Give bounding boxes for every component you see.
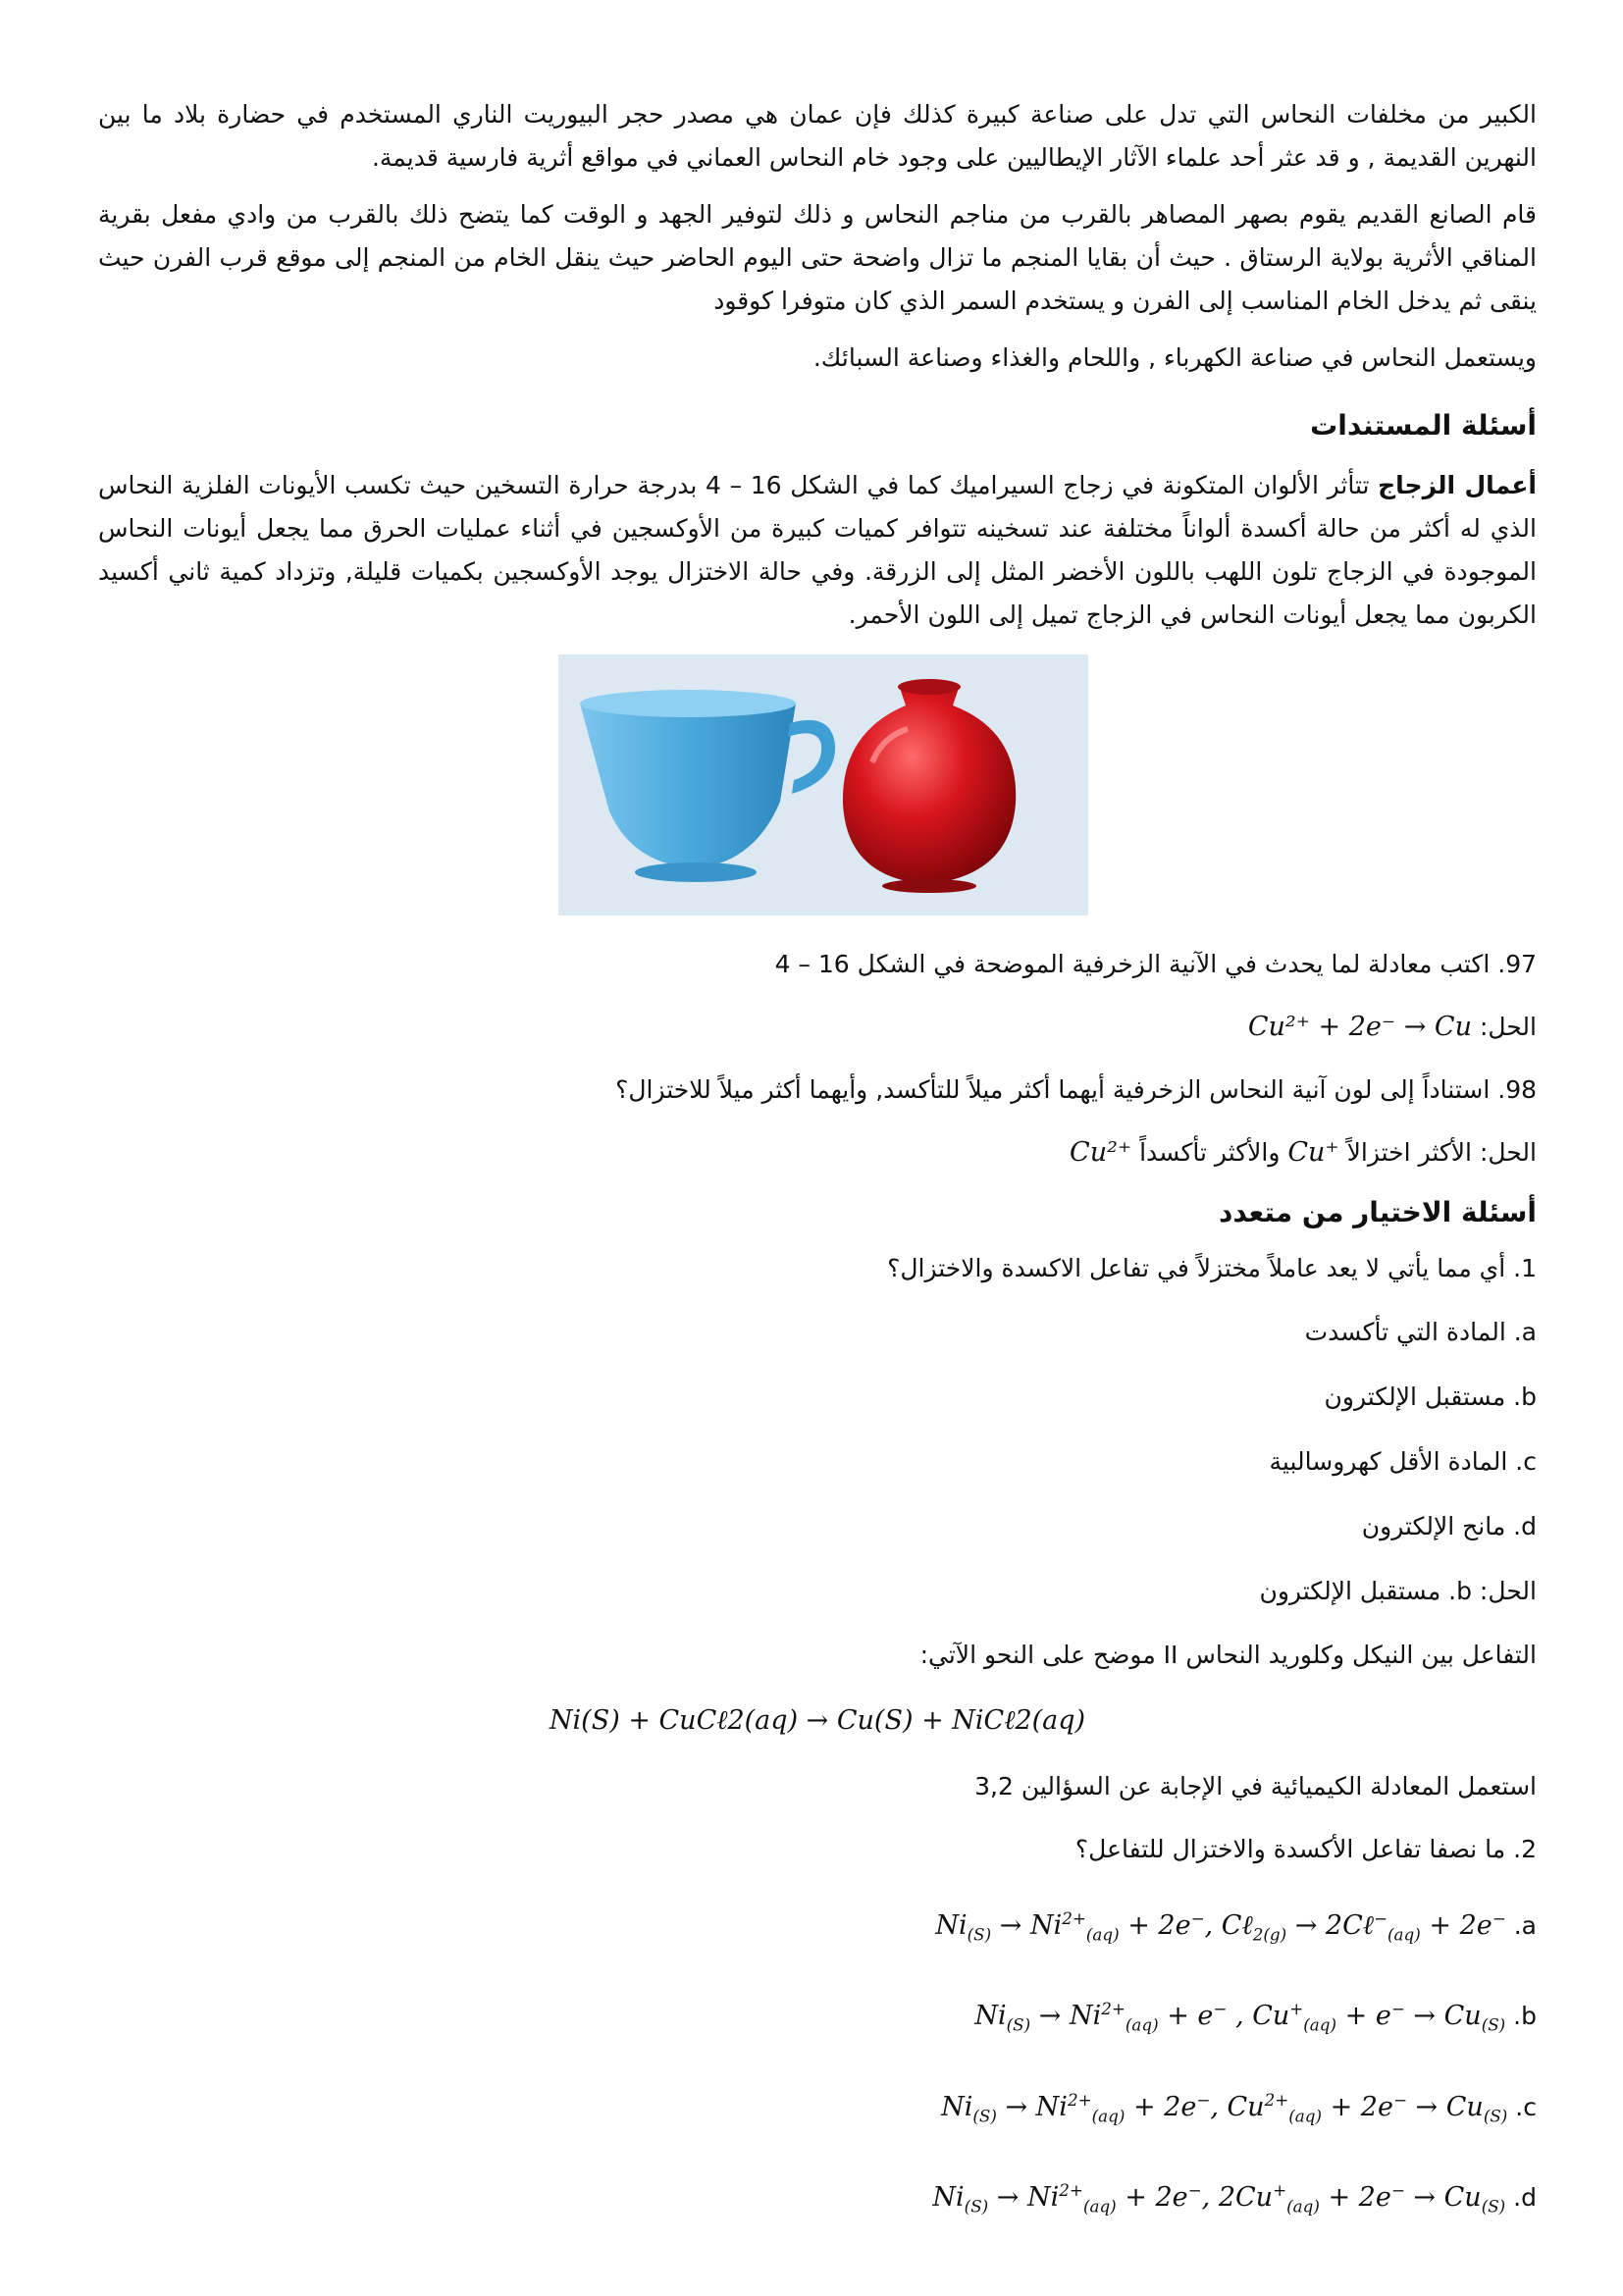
solution-98-label: الحل:: [1479, 1138, 1537, 1167]
solution-98-part1: الأكثر اختزالاً: [1346, 1138, 1472, 1167]
mcq-2-option-d-label: d.: [1513, 2183, 1537, 2213]
reaction-equation: [98, 1687, 1537, 1755]
solution-98: [98, 1122, 1537, 1184]
mcq-2-option-c-equation: $Ni_{(S)} \to Ni^{2+}_{(aq)} + 2e^-$, $Cu^{2+}_{(aq)} + 2e^- \to Cu_{(S)}$: [941, 2089, 1508, 2126]
mcq-1-solution: الحل: b. مستقبل الإلكترون: [1259, 1577, 1537, 1605]
reaction-equation-text: Ni(S) + CuCℓ2(aq) → Cu(S) + NiCℓ2(aq): [549, 1705, 1086, 1736]
question-98: 98. استناداً إلى لون آنية النحاس الزخرفية أيهما أكثر ميلاً للتأكسد, وأيهما أكثر ميلاً للاختزال؟: [615, 1075, 1537, 1104]
mcq-question-2: 2. ما نصفا تفاعل الأكسدة والاختزال للتفاعل؟: [1074, 1835, 1537, 1863]
solution-97: [98, 996, 1537, 1059]
section-title-multiple-choice: أسئلة الاختيار من متعدد: [1219, 1196, 1537, 1228]
mcq-2-option-b: [98, 1971, 1537, 2061]
solution-97-label: الحل:: [1479, 1013, 1537, 1041]
glass-works-lead: أعمال الزجاج: [1378, 471, 1537, 499]
reaction-intro: التفاعل بين النيكل وكلوريد النحاس II موضح على النحو الآتي:: [919, 1641, 1537, 1669]
paragraph-1: الكبير من مخلفات النحاس التي تدل على صناعة كبيرة كذلك فإن عمان هي مصدر حجر البيوريت الناري المستخدم في حضارة بلاد ما بين النهرين القديمة , و قد عثر أحد علماء الآثار الإيطاليين على وجود خام النحاس العماني في مواقع أثرية فارسية قديمة.: [98, 100, 1537, 172]
section-title-documents: أسئلة المستندات: [1310, 409, 1537, 442]
glass-works-body: تتأثر الألوان المتكونة في زجاج السيراميك كما في الشكل 16 – 4 بدرجة حرارة التسخين حيث تكسب الأيونات الفلزية النحاس الذي له أكثر من حالة أكسدة ألواناً مختلفة عند تسخينه تتوافر كميات كبيرة من الأوكسجين في أثناء عمليات الحرق مما يجعل أيونات النحاس الموجودة في الزجاج تلون اللهب باللون الأخضر المثل إلى الزرقة. وفي حالة الاختزال يوجد الأوكسجين بكميات قليلة, وتزداد كمية ثاني أكسيد الكربون مما يجعل أيونات النحاس في الزجاج تميل إلى اللون الأحمر.: [98, 471, 1537, 629]
mcq-2-option-a: [98, 1881, 1537, 1971]
mcq-question-1: 1. أي مما يأتي لا يعد عاملاً مختزلاً في تفاعل الاكسدة والاختزال؟: [887, 1254, 1537, 1282]
glass-works-paragraph: [98, 464, 1537, 637]
figure-illustration: [558, 654, 1088, 915]
paragraph-3: ويستعمل النحاس في صناعة الكهرباء , واللحام والغذاء وصناعة السبائك.: [812, 343, 1537, 372]
red-vase-image: [843, 679, 1016, 893]
mcq-2-option-c: [98, 2062, 1537, 2153]
paragraph-2: قام الصانع القديم يقوم بصهر المصاهر بالقرب من مناجم النحاس و ذلك لتوفير الجهد و الوقت كما يتضح ذلك بالقرب من وادي مفعل بقرية المناقي الأثرية بولاية الرستاق . حيث أن بقايا المنجم ما تزال واضحة حتى اليوم الحاضر حيث ينقل الخام من المنجم إلى موقع قرب الفرن حيث ينقى ثم يدخل الخام المناسب إلى الفرن و يستخدم السمر الذي كان متوفرا كوقود: [98, 200, 1537, 315]
mcq-2-option-b-equation: $Ni_{(S)} \to Ni^{2+}_{(aq)} + e^-$ , $Cu^+_{(aq)} + e^- \to Cu_{(S)}$: [974, 1999, 1506, 2035]
solution-98-part2: والأكثر تأكسداً: [1139, 1138, 1281, 1167]
mcq-2-option-d: [98, 2153, 1537, 2243]
mcq-2-option-d-equation: $Ni_{(S)} \to Ni^{2+}_{(aq)} + 2e^-$, $2Cu^+_{(aq)} + 2e^- \to Cu_{(S)}$: [932, 2180, 1506, 2217]
mcq-2-option-b-label: b.: [1513, 2002, 1537, 2031]
document-page: [98, 93, 1537, 2244]
figure-cup-and-vase: [558, 654, 1088, 915]
mcq-1-option-d: d. مانح الإلكترون: [1361, 1512, 1537, 1540]
mcq-2-option-a-label: a.: [1513, 1911, 1537, 1940]
question-97: 97. اكتب معادلة لما يحدث في الآنية الزخرفية الموضحة في الشكل 16 – 4: [774, 950, 1537, 978]
reaction-instruction: استعمل المعادلة الكيميائية في الإجابة عن السؤالين 3,2: [974, 1772, 1537, 1800]
mcq-1-option-a: a. المادة التي تأكسدت: [1304, 1318, 1537, 1346]
mcq-2-option-a-equation: $Ni_{(S)} \to Ni^{2+}_{(aq)} + 2e^-$, Cℓ$_{2(g)}$ → 2Cℓ−$_{(aq)}$ + 2e−: [935, 1908, 1506, 1945]
mcq-1-option-b: b. مستقبل الإلكترون: [1324, 1383, 1537, 1411]
mcq-1-option-c: c. المادة الأقل كهروسالبية: [1269, 1447, 1537, 1476]
solution-98-ion2: Cu²⁺: [1070, 1137, 1132, 1168]
solution-97-equation: Cu²⁺ + 2e⁻ → Cu: [1247, 1012, 1472, 1042]
blue-cup-image: [580, 690, 835, 882]
mcq-2-option-c-label: c.: [1515, 2092, 1537, 2121]
solution-98-ion1: Cu⁺: [1287, 1137, 1339, 1168]
